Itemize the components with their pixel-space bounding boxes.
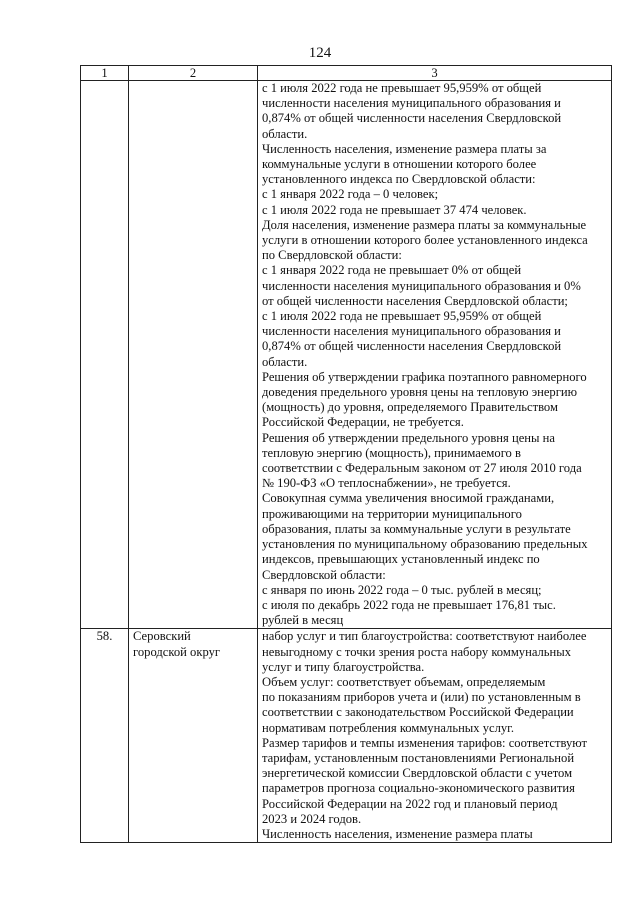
text-line: Решения об утверждении предельного уровня цены на [262,430,555,445]
text-line: Совокупная сумма увеличения вносимой гражданами, [262,491,555,506]
text-line: с 1 января 2022 года не превышает 0% от общей [262,263,522,278]
text-line: невыгодному с точки зрения роста набору коммунальных [262,644,572,659]
row-number-cell [81,81,129,629]
data-table [80,65,612,843]
text-line: 0,874% от общей численности населения Свердловской [262,339,562,354]
text-line: Доля населения, изменение размера платы за коммунальные [262,217,587,232]
text-line: численности населения муниципального образования и 0% [262,278,581,293]
text-line: Численность населения, изменение размера платы за [262,141,547,156]
text-line: услуг и типу благоустройства. [262,659,425,674]
text-line: параметров прогноза социально-экономического развития [262,781,575,796]
row-number-cell: 58. [81,629,129,843]
text-line: (мощность) до уровня, определяемого Правительством [262,400,558,415]
column-header-3: 3 [258,66,612,81]
text-line: Решения об утверждении графика поэтапного равномерного [262,369,587,384]
text-line: установления по муниципальному образованию предельных [262,537,588,552]
municipality-name-cell [129,629,258,843]
text-line: тарифам, установленным постановлениями Региональной [262,750,575,765]
table-row-continuation [81,81,612,629]
text-line: Российской Федерации, не требуется. [262,415,464,430]
text-line: Серовский [133,629,191,644]
text-line: с 1 июля 2022 года не превышает 95,959% от общей [262,81,542,95]
text-line: с января по июнь 2022 года – 0 тыс. рублей в месяц; [262,582,542,597]
column-header-2: 2 [129,66,258,81]
text-line: численности населения муниципального образования и [262,96,561,111]
text-line: Объем услуг: соответствует объемам, определяемым [262,674,546,689]
text-line: услуги в отношении которого более установленного индекса [262,233,588,248]
text-line: Российской Федерации на 2022 год и плановый период [262,796,558,811]
text-line: с 1 января 2022 года – 0 человек; [262,187,439,202]
text-line: нормативам потребления коммунальных услуг. [262,720,515,735]
text-line: соответствии с законодательством Российской Федерации [262,705,574,720]
text-line: по показаниям приборов учета и (или) по установленным в [262,690,581,705]
text-line: с 1 июля 2022 года не превышает 95,959% от общей [262,309,542,324]
text-line: с июля по декабрь 2022 года не превышает 176,81 тыс. [262,597,556,612]
text-line: от общей численности населения Свердловской области; [262,293,568,308]
text-line: установленного индекса по Свердловской области: [262,172,536,187]
text-line: доведения предельного уровня цены на тепловую энергию [262,385,578,400]
column-header-1: 1 [81,66,129,81]
page-number: 124 [308,45,332,61]
text-line: с 1 июля 2022 года не превышает 37 474 человек. [262,202,527,217]
text-line: образования, платы за коммунальные услуги в результате [262,521,571,536]
text-line: 0,874% от общей численности населения Свердловской [262,111,562,126]
text-line: № 190-ФЗ «О теплоснабжении», не требуется. [262,476,511,491]
text-line: городской округ [133,644,221,659]
text-line: тепловую энергию (мощность), принимаемого в [262,445,521,460]
text-line: соответствии с Федеральным законом от 27 июля 2010 года [262,461,582,476]
text-line: Численность населения, изменение размера платы [262,826,533,841]
description-cell [258,81,612,629]
municipality-name-cell [129,81,258,629]
text-line: Свердловской области: [262,567,386,582]
text-line: Размер тарифов и темпы изменения тарифов: соответствуют [262,735,588,750]
text-line: 2023 и 2024 годов. [262,811,362,826]
table-row-58 [81,629,612,843]
text-line: коммунальные услуги в отношении которого более [262,157,537,172]
text-line: численности населения муниципального образования и [262,324,561,339]
text-line: области. [262,126,308,141]
text-line: рублей в месяц [262,613,344,628]
description-cell [258,629,612,843]
text-line: энергетической комиссии Свердловской области с учетом [262,766,573,781]
text-line: индексов, превышающих установленный индекс по [262,552,540,567]
table-header-row [81,66,612,81]
text-line: области. [262,354,308,369]
text-line: набор услуг и тип благоустройства: соответствуют наиболее [262,629,587,644]
text-line: проживающими на территории муниципального [262,506,522,521]
text-line: по Свердловской области: [262,248,402,263]
